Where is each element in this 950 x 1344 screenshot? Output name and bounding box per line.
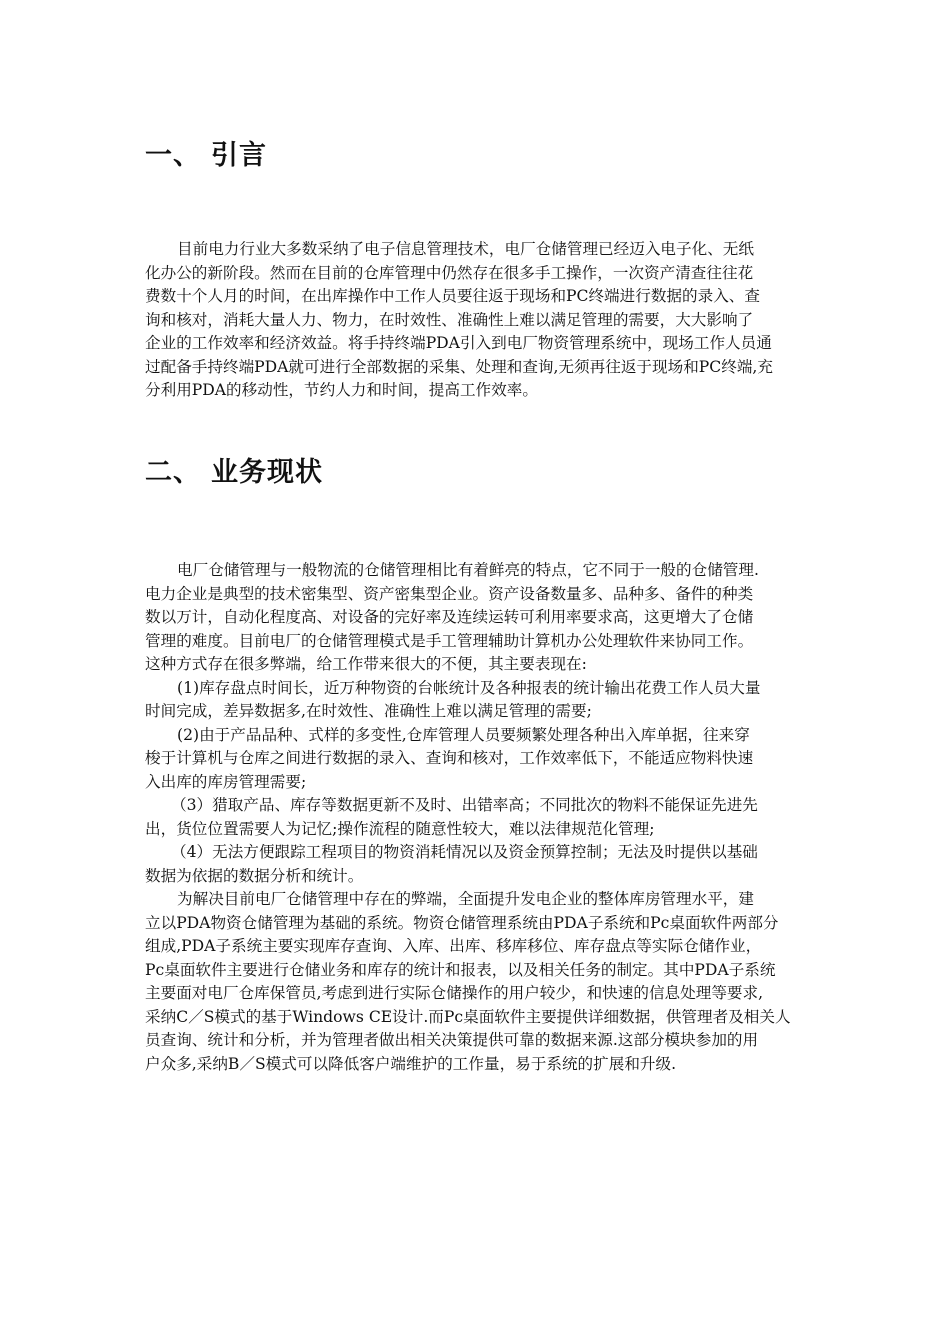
- paragraph-line: Pc桌面软件主要进行仓储业务和库存的统计和报表，以及相关任务的制定。其中PDA子系统: [145, 960, 776, 979]
- paragraph-line: 电力企业是典型的技术密集型、资产密集型企业。资产设备数量多、品种多、备件的种类: [145, 584, 754, 603]
- list-item-line: (1)库存盘点时间长，近万种物资的台帐统计及各种报表的统计输出花费工作人员大量: [177, 678, 761, 697]
- list-item-line: 时间完成，差异数据多,在时效性、准确性上难以满足管理的需要;: [145, 702, 592, 720]
- paragraph-line: 组成,PDA子系统主要实现库存查询、入库、出库、移库移位、库存盘点等实际仓储作业，: [145, 937, 762, 955]
- list-item-line: 出，货位位置需要人为记忆;操作流程的随意性较大，难以法律规范化管理;: [145, 819, 655, 838]
- section-heading-introduction: [145, 133, 267, 172]
- paragraph-line: 费数十个人月的时间，在出库操作中工作人员要往返于现场和PC终端进行数据的录入、查: [145, 287, 760, 305]
- paragraph-line: 立以PDA物资仓储管理为基础的系统。物资仓储管理系统由PDA子系统和Pc桌面软件两部分: [145, 913, 779, 932]
- paragraph-line: 员查询、统计和分析，并为管理者做出相关决策提供可靠的数据来源.这部分模块参加的用: [145, 1031, 759, 1049]
- paragraph-line: 主要面对电厂仓库保管员,考虑到进行实际仓储操作的用户较少，和快速的信息处理等要求,: [145, 984, 764, 1002]
- section-number: 一、: [145, 140, 201, 171]
- list-item-line: 数据为依据的数据分析和统计。: [145, 866, 364, 885]
- section-title: 业务现状: [211, 457, 323, 488]
- list-item-line: 入出库的库房管理需要;: [145, 772, 307, 791]
- paragraph-line: 电厂仓储管理与一般物流的仓储管理相比有着鲜亮的特点，它不同于一般的仓储管理.: [177, 561, 759, 579]
- paragraph-line: 为解决目前电厂仓储管理中存在的弊端，全面提升发电企业的整体库房管理水平，建: [177, 890, 754, 908]
- paragraph-line: 目前电力行业大多数采纳了电子信息管理技术，电厂仓储管理已经迈入电子化、无纸: [177, 240, 754, 258]
- list-item-line: (2)由于产品品种、式样的多变性,仓库管理人员要频繁处理各种出入库单据，往来穿: [177, 725, 750, 744]
- paragraph-line: 化办公的新阶段。然而在目前的仓库管理中仍然存在很多手工操作，一次资产清查往往花: [145, 263, 754, 282]
- paragraph-line: 过配备手持终端PDA就可进行全部数据的采集、处理和查询,无须再往返于现场和PC终端,充: [145, 357, 773, 376]
- paragraph-line: 采纳C／S模式的基于Windows CE设计.而Pc桌面软件主要提供详细数据，供管理者及相关人: [145, 1007, 791, 1026]
- section-title: 引言: [211, 140, 267, 171]
- paragraph-line: 户众多,采纳B／S模式可以降低客户端维护的工作量，易于系统的扩展和升级.: [145, 1054, 677, 1073]
- section-body-introduction: [145, 238, 825, 403]
- paragraph-line: 管理的难度。目前电厂的仓储管理模式是手工管理辅助计算机办公处理软件来协同工作。: [145, 631, 754, 650]
- section-body-business-status: [145, 559, 825, 1076]
- section-heading-business-status: [145, 450, 323, 489]
- paragraph-line: 分利用PDA的移动性，节约人力和时间，提高工作效率。: [145, 381, 538, 399]
- paragraph-line: 这种方式存在很多弊端，给工作带来很大的不便，其主要表现在:: [145, 655, 587, 673]
- list-item-line: （4）无法方便跟踪工程项目的物资消耗情况以及资金预算控制；无法及时提供以基础: [171, 843, 758, 861]
- section-number: 二、: [145, 457, 201, 488]
- paragraph-line: 数以万计，自动化程度高、对设备的完好率及连续运转可利用率要求高，这更增大了仓储: [145, 608, 754, 626]
- list-item-line: 梭于计算机与仓库之间进行数据的录入、查询和核对，工作效率低下，不能适应物料快速: [145, 749, 754, 767]
- list-item-line: （3）猎取产品、库存等数据更新不及时、出错率高；不同批次的物料不能保证先进先: [171, 796, 758, 814]
- paragraph-line: 询和核对，消耗大量人力、物力，在时效性、准确性上难以满足管理的需要，大大影响了: [145, 310, 754, 329]
- paragraph-line: 企业的工作效率和经济效益。将手持终端PDA引入到电厂物资管理系统中，现场工作人员通: [145, 334, 772, 352]
